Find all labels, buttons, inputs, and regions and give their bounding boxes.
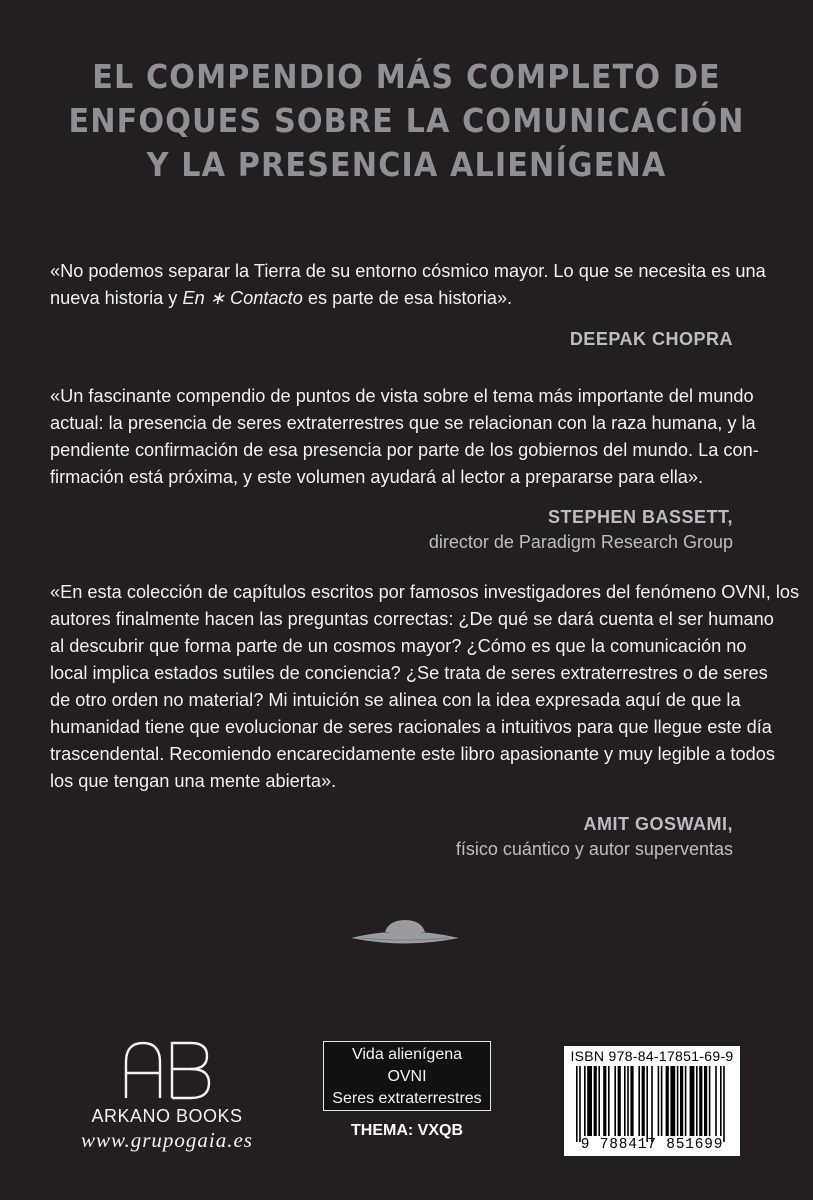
quote-line: «Un fascinante compendio de puntos de vista sobre el tema más importante del mundo xyxy=(50,386,754,406)
quote-line: actual: la presencia de seres extraterrestres que se relacionan con la raza humana, y la xyxy=(50,413,756,433)
barcode-bar xyxy=(696,1066,698,1136)
barcode-bar xyxy=(603,1066,606,1136)
quote-chopra xyxy=(50,258,766,312)
headline xyxy=(66,55,748,187)
isbn-barcode xyxy=(564,1046,740,1156)
barcode-bar xyxy=(704,1066,707,1136)
barcode-bar xyxy=(720,1066,722,1136)
category-item: Seres extraterrestres xyxy=(332,1090,482,1107)
arkano-books-logo-icon xyxy=(123,1040,211,1100)
barcode-bar xyxy=(685,1066,687,1136)
quote-line: «En esta colección de capítulos escritos por famosos investigadores del fenómeno OVNI, los xyxy=(50,582,800,602)
attribution-goswami xyxy=(456,812,733,862)
quote-line: firmación está próxima, y este volumen ayudará al lector a prepararse para ella». xyxy=(50,467,704,487)
isbn-digits: 9 788417 851699 xyxy=(580,1137,724,1153)
barcode-bar xyxy=(638,1066,640,1136)
barcode-bar xyxy=(579,1066,581,1142)
isbn-label: ISBN 978-84-17851-69-9 xyxy=(570,1048,734,1064)
author-role: director de Paradigm Research Group xyxy=(428,532,733,552)
author-name: STEPHEN BASSETT, xyxy=(547,507,733,527)
quote-line: «No podemos separar la Tierra de su entorno cósmico mayor. Lo que se necesita es una xyxy=(50,261,766,281)
quote-goswami xyxy=(50,579,800,795)
publisher-url: www.grupogaia.es xyxy=(81,1128,253,1152)
attribution-chopra xyxy=(570,327,733,352)
headline-line: ENFOQUES SOBRE LA COMUNICACIÓN xyxy=(68,102,745,140)
author-name: DEEPAK CHOPRA xyxy=(569,329,733,349)
quote-line: humanidad tiene que evolucionar de seres racionales a intuitivos para que llegue este día xyxy=(50,717,772,737)
quote-text: nueva historia y xyxy=(50,288,183,308)
barcode-bar xyxy=(666,1066,669,1136)
barcode-bar xyxy=(670,1066,675,1136)
publisher-name: ARKANO BOOKS xyxy=(91,1106,243,1126)
barcode-bar xyxy=(627,1066,629,1136)
attribution-bassett xyxy=(429,505,733,555)
barcode-bar xyxy=(690,1066,695,1136)
barcode-bar xyxy=(661,1066,663,1136)
barcode-bar xyxy=(594,1066,597,1136)
quote-text: es parte de esa historia». xyxy=(302,288,513,308)
quote-line xyxy=(50,285,740,312)
author-role: físico cuántico y autor superventas xyxy=(455,839,733,859)
barcode-bar xyxy=(624,1066,626,1136)
barcode-bar xyxy=(651,1066,653,1142)
barcode-bar xyxy=(587,1066,592,1136)
quote-line: local implica estados sutiles de conciencia? ¿Se trata de seres extraterrestres o de seres xyxy=(50,663,768,683)
headline-line: Y LA PRESENCIA ALIENÍGENA xyxy=(146,146,667,184)
ufo-icon xyxy=(349,916,461,950)
barcode-bar xyxy=(723,1066,725,1142)
quote-line: trascendental. Recomiendo encarecidamente este libro apasionante y muy legible a todos xyxy=(50,744,775,764)
publisher-logo xyxy=(72,1040,262,1153)
barcode-bar xyxy=(584,1066,586,1136)
barcode-bar xyxy=(642,1066,645,1136)
barcode-bar xyxy=(677,1066,679,1136)
barcode-bar xyxy=(680,1066,683,1136)
book-title: En ∗ Contacto xyxy=(182,288,303,308)
barcode-bar xyxy=(646,1066,648,1142)
author-name: AMIT GOSWAMI, xyxy=(583,814,733,834)
headline-line: EL COMPENDIO MÁS COMPLETO DE xyxy=(92,58,721,96)
category-item: OVNI xyxy=(387,1068,427,1085)
thema-code: THEMA: VXQB xyxy=(351,1122,463,1139)
barcode-bar xyxy=(576,1066,578,1142)
quote-line: pendiente confirmación de esa presencia por parte de los gobiernos del mundo. La con- xyxy=(50,440,759,460)
quote-line: los que tengan una mente abierta». xyxy=(50,771,337,791)
barcode-bar xyxy=(715,1066,717,1136)
quote-bassett xyxy=(50,383,759,491)
quote-line: de otro orden no material? Mi intuición se alinea con la idea expresada aquí de que la xyxy=(50,690,741,710)
quote-line: autores finalmente hacen las preguntas correctas: ¿De qué se dará cuenta el ser humano xyxy=(50,609,774,629)
barcode-bar xyxy=(699,1066,702,1136)
barcode-bar xyxy=(608,1066,610,1136)
quote-line: al descubrir que forma parte de un cosmos mayor? ¿Cómo es que la comunicación no xyxy=(50,636,747,656)
barcode-bar xyxy=(598,1066,600,1136)
barcode-bar xyxy=(630,1066,633,1136)
subject-categories xyxy=(323,1041,491,1111)
barcode-bar xyxy=(709,1066,711,1136)
barcode-bar xyxy=(614,1066,616,1136)
barcode-bar xyxy=(658,1066,660,1136)
category-item: Vida alienígena xyxy=(351,1046,463,1063)
barcode-bar xyxy=(618,1066,621,1136)
